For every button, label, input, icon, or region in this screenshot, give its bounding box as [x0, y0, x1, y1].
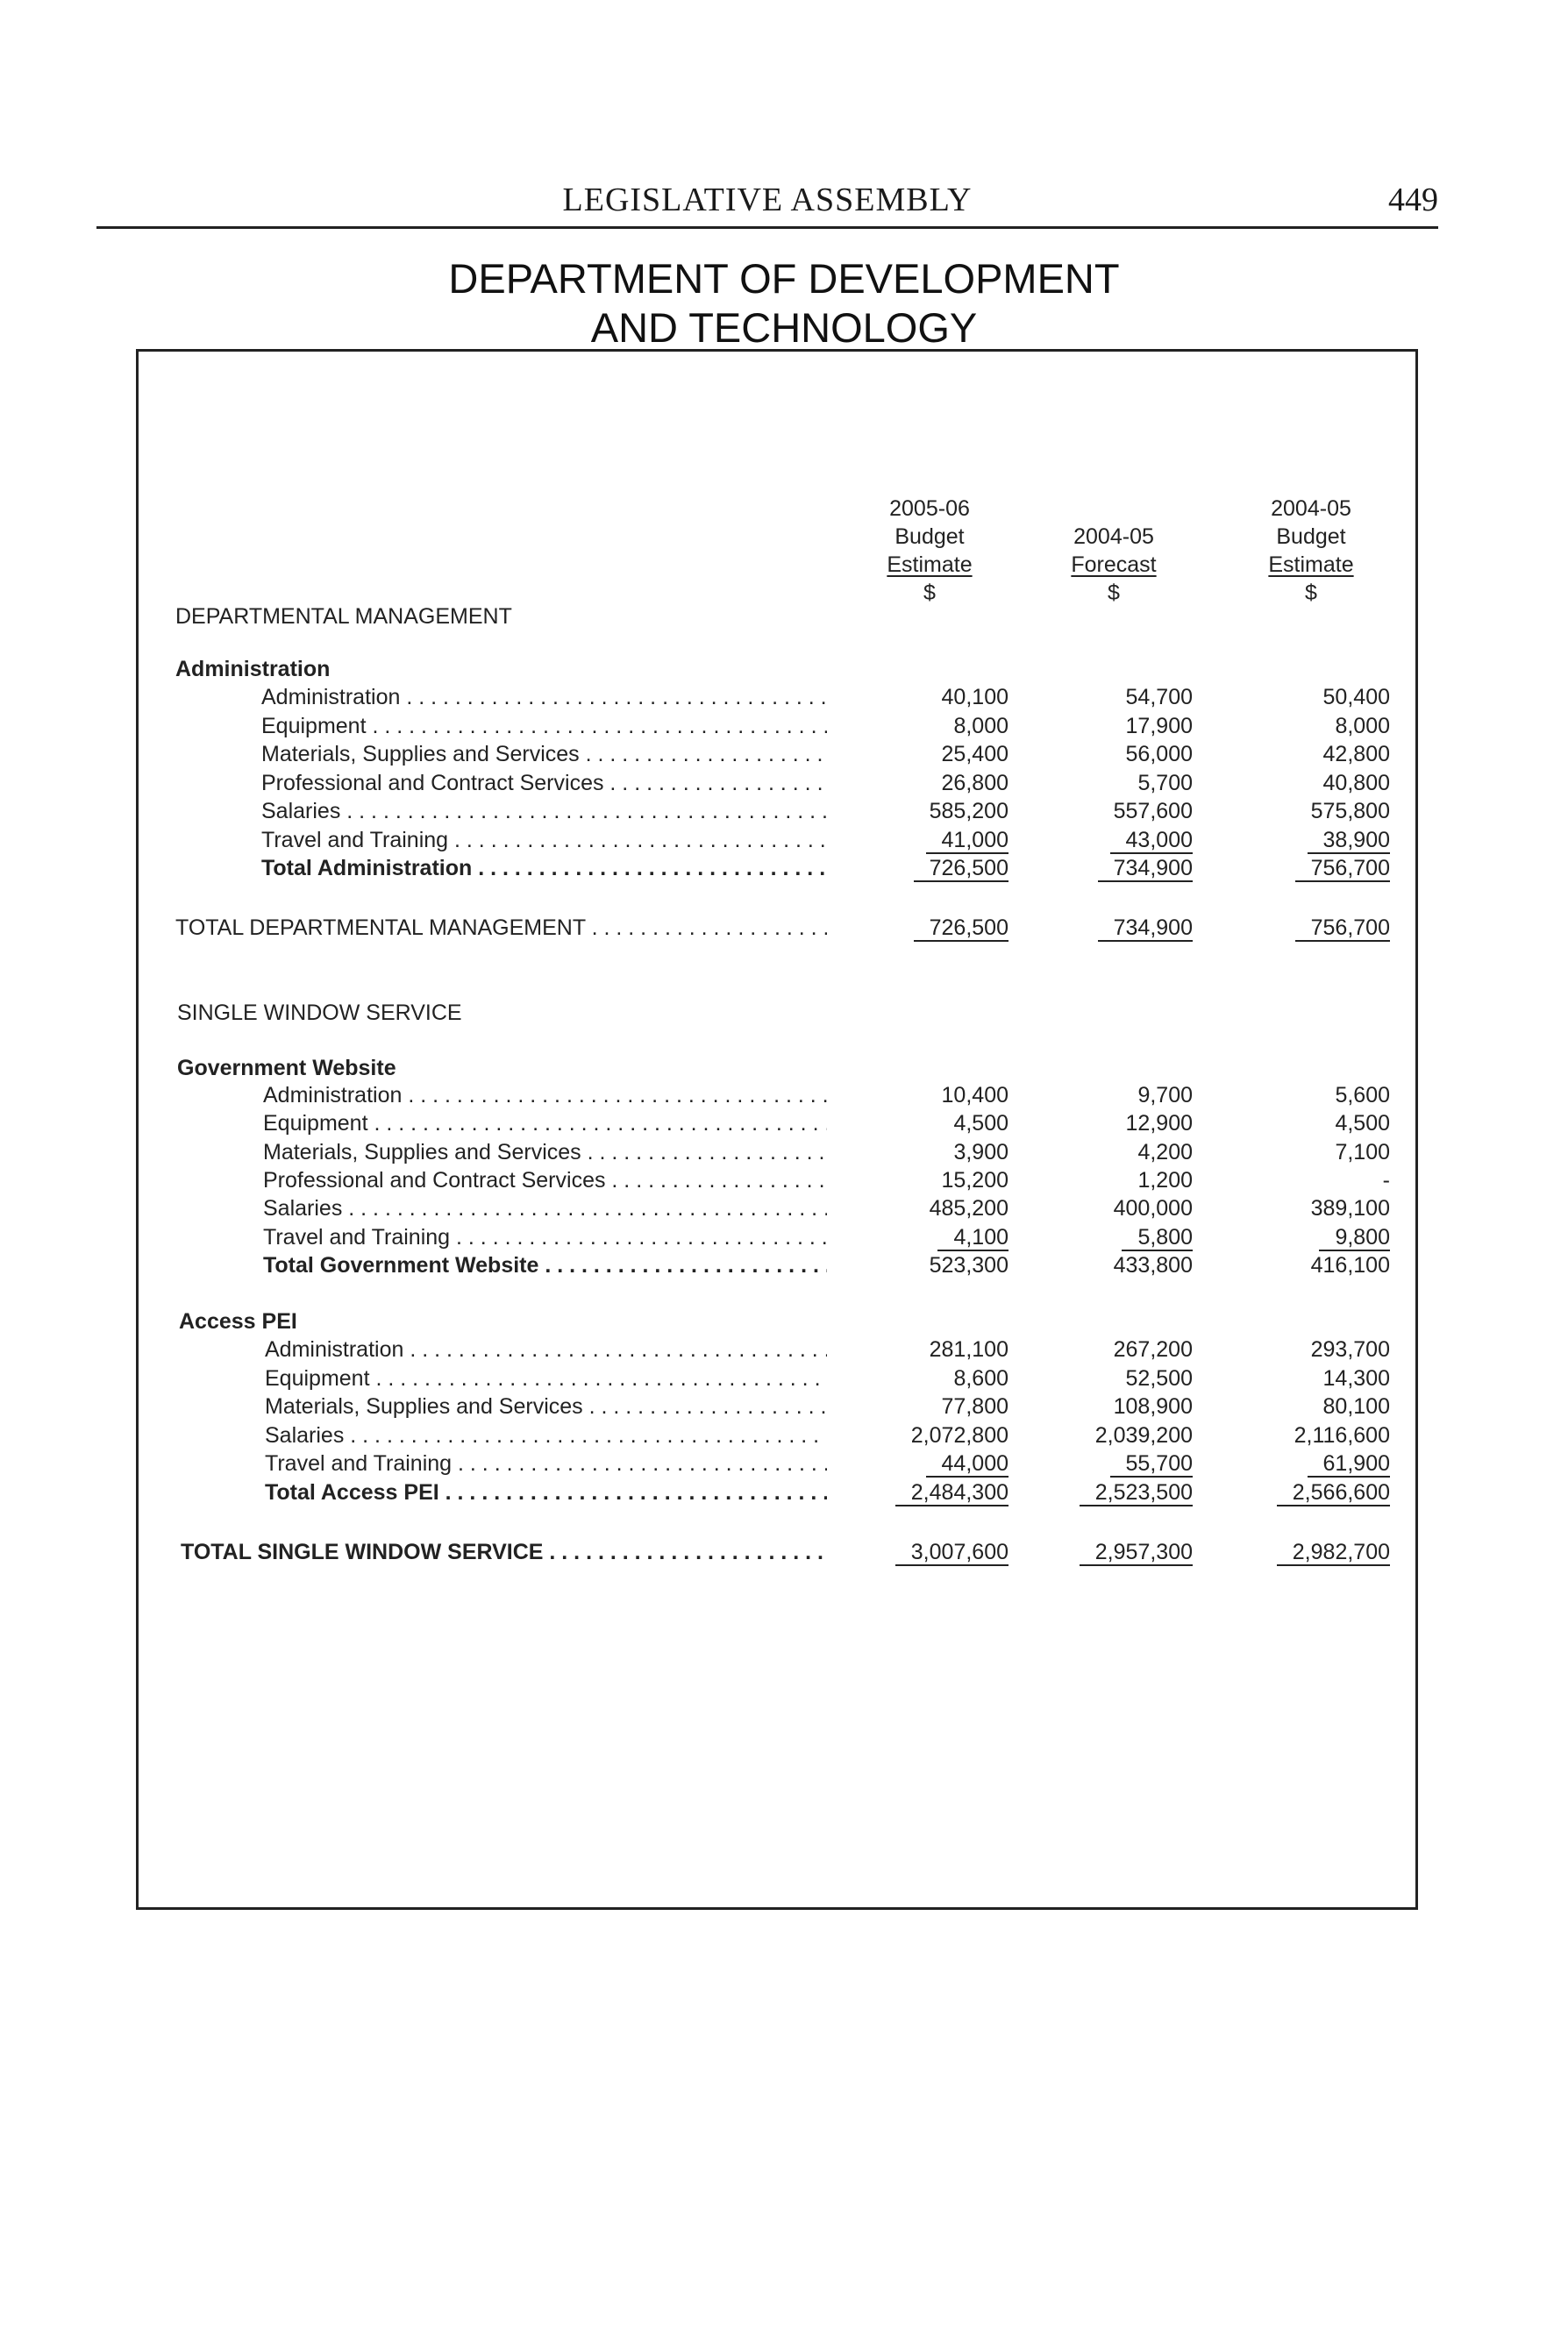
administration-total-col-2-value: 734,900 [1098, 856, 1193, 882]
administration-row-6-col-3-value: 38,900 [1308, 828, 1390, 854]
administration-row-1-col-1: 40,100 [941, 685, 1009, 709]
government-website-row-6-label: Travel and Training . . . [263, 1224, 827, 1250]
administration-row-3-col-1: 25,400 [941, 742, 1009, 766]
administration-total-col-2 [1017, 855, 1193, 882]
government-website-row-2-label: Equipment . . . [263, 1110, 827, 1136]
administration-row-4-label: Professional and Contract Services . . . [261, 770, 827, 796]
total-single-window-service-col-2-value: 2,957,300 [1080, 1540, 1193, 1566]
administration-row-6-col-2 [1017, 827, 1193, 854]
administration-total-label: Total Administration . . . [261, 855, 827, 881]
total-departmental-management-col-3 [1215, 915, 1390, 942]
column-2-header-l3: Forecast [1071, 552, 1157, 577]
government-website-row-4-col-2: 1,200 [1137, 1167, 1193, 1193]
access-pei-row-3-col-1: 77,800 [941, 1394, 1009, 1419]
total-departmental-management-label: TOTAL DEPARTMENTAL MANAGEMENT . . . [175, 915, 827, 941]
access-pei-row-4-col-2: 2,039,200 [1094, 1422, 1193, 1448]
administration-total-col-1 [833, 855, 1009, 882]
total-single-window-service-col-3-value: 2,982,700 [1277, 1540, 1390, 1566]
access-pei-total-col-3-value: 2,566,600 [1277, 1480, 1390, 1506]
administration-row-5-col-2: 557,600 [1113, 799, 1193, 823]
access-pei-row-5-label: Travel and Training . . . [265, 1450, 827, 1477]
access-pei-row-2-label: Equipment . . . [265, 1365, 827, 1392]
government-website-row-4-col-1: 15,200 [941, 1167, 1009, 1193]
administration-row-3-col-2: 56,000 [1125, 742, 1193, 766]
access-pei-row-3-col-3: 80,100 [1322, 1394, 1390, 1419]
page-number: 449 [1388, 182, 1438, 218]
government-website-row-6-col-3-value: 9,800 [1319, 1225, 1390, 1251]
column-1-header-l1: 2005-06 [889, 496, 970, 521]
access-pei-row-5-col-3 [1215, 1450, 1390, 1478]
government-website-row-3-label: Materials, Supplies and Services . . . [263, 1139, 827, 1165]
government-website-row-2-col-1: 4,500 [953, 1111, 1009, 1136]
column-1-header-l3: Estimate [887, 552, 973, 577]
administration-row-1-label: Administration . . . [261, 684, 827, 710]
total-single-window-service-col-1 [833, 1539, 1009, 1566]
total-departmental-management-col-1 [833, 915, 1009, 942]
administration-row-6-col-3 [1215, 827, 1390, 854]
government-website-row-1-col-2: 9,700 [1137, 1083, 1193, 1107]
access-pei-total-col-2 [1017, 1479, 1193, 1506]
government-website-row-3-col-2: 4,200 [1137, 1139, 1193, 1164]
access-pei-row-4-col-3: 2,116,600 [1294, 1422, 1390, 1448]
access-pei-total-col-1-value: 2,484,300 [895, 1480, 1009, 1506]
administration-row-2-col-2: 17,900 [1125, 713, 1193, 738]
government-website-total-col-2: 433,800 [1113, 1252, 1193, 1278]
government-website-total-label: Total Government Website . . . [263, 1252, 827, 1278]
government-website-row-4-label: Professional and Contract Services . . . [263, 1167, 827, 1193]
government-website-row-2-col-2: 12,900 [1125, 1111, 1193, 1136]
access-pei-row-1-col-2: 267,200 [1113, 1337, 1193, 1362]
administration-heading: Administration [175, 657, 331, 681]
government-website-row-3-col-1: 3,900 [953, 1139, 1009, 1164]
administration-row-5-col-1: 585,200 [929, 799, 1009, 823]
administration-row-3-col-3: 42,800 [1322, 742, 1390, 766]
access-pei-row-3-label: Materials, Supplies and Services . . . [265, 1393, 827, 1420]
column-3-header-l1: 2004-05 [1271, 496, 1351, 521]
administration-total-col-3-value: 756,700 [1295, 856, 1390, 882]
column-1-header-l2: Budget [894, 524, 965, 549]
administration-row-1-col-2: 54,700 [1125, 685, 1193, 709]
access-pei-row-5-col-2-value: 55,700 [1110, 1451, 1193, 1478]
government-website-row-5-col-1: 485,200 [929, 1196, 1009, 1221]
access-pei-row-4-col-1: 2,072,800 [910, 1422, 1009, 1448]
government-website-row-1-col-1: 10,400 [941, 1083, 1009, 1107]
total-departmental-management-col-2 [1017, 915, 1193, 942]
access-pei-row-4-label: Salaries . . . [265, 1422, 827, 1449]
administration-row-6-col-2-value: 43,000 [1110, 828, 1193, 854]
government-website-row-5-label: Salaries . . . [263, 1195, 827, 1221]
column-3-header-l3: Estimate [1268, 552, 1354, 577]
access-pei-total-col-2-value: 2,523,500 [1080, 1480, 1193, 1506]
column-3-header-l4: $ [1305, 580, 1317, 605]
government-website-row-5-col-3: 389,100 [1310, 1196, 1390, 1221]
total-departmental-management-col-2-value: 734,900 [1098, 915, 1193, 942]
total-single-window-service-col-3 [1215, 1539, 1390, 1566]
running-title: LEGISLATIVE ASSEMBLY [562, 182, 973, 218]
government-website-total-col-3: 416,100 [1310, 1252, 1390, 1278]
government-website-row-6-col-3 [1215, 1224, 1390, 1251]
access-pei-heading: Access PEI [179, 1309, 297, 1334]
government-website-heading: Government Website [177, 1056, 396, 1080]
access-pei-row-2-col-2: 52,500 [1125, 1365, 1193, 1391]
access-pei-row-1-col-3: 293,700 [1310, 1337, 1390, 1362]
access-pei-row-2-col-3: 14,300 [1322, 1365, 1390, 1391]
access-pei-row-5-col-1 [833, 1450, 1009, 1478]
administration-row-1-col-3: 50,400 [1322, 685, 1390, 709]
administration-row-4-col-3: 40,800 [1322, 770, 1390, 795]
administration-row-4-col-1: 26,800 [941, 770, 1009, 795]
section-title-departmental-management: DEPARTMENTAL MANAGEMENT [175, 604, 512, 629]
government-website-row-2-col-3: 4,500 [1335, 1111, 1390, 1136]
column-3-header-l2: Budget [1276, 524, 1346, 549]
access-pei-row-1-col-1: 281,100 [929, 1337, 1009, 1362]
department-title-line-1: DEPARTMENT OF DEVELOPMENT [448, 255, 1120, 302]
government-website-row-1-label: Administration . . . [263, 1082, 827, 1108]
section-title-single-window-service: SINGLE WINDOW SERVICE [177, 1001, 462, 1025]
access-pei-total-label: Total Access PEI . . . [265, 1479, 827, 1506]
administration-row-3-label: Materials, Supplies and Services . . . [261, 741, 827, 767]
administration-row-2-label: Equipment . . . [261, 713, 827, 739]
administration-row-6-col-1-value: 41,000 [926, 828, 1009, 854]
government-website-row-3-col-3: 7,100 [1335, 1139, 1390, 1164]
access-pei-row-5-col-3-value: 61,900 [1308, 1451, 1390, 1478]
administration-total-col-3 [1215, 855, 1390, 882]
total-single-window-service-col-1-value: 3,007,600 [895, 1540, 1009, 1566]
access-pei-row-2-col-1: 8,600 [953, 1365, 1009, 1391]
administration-row-6-label: Travel and Training . . . [261, 827, 827, 853]
government-website-row-6-col-1-value: 4,100 [937, 1225, 1009, 1251]
government-website-row-6-col-1 [833, 1224, 1009, 1251]
total-departmental-management-col-1-value: 726,500 [914, 915, 1009, 942]
access-pei-row-5-col-2 [1017, 1450, 1193, 1478]
column-2-header-l2: 2004-05 [1073, 524, 1154, 549]
government-website-row-6-col-2 [1017, 1224, 1193, 1251]
administration-row-6-col-1 [833, 827, 1009, 854]
administration-row-2-col-1: 8,000 [953, 713, 1009, 738]
department-title-line-2: AND TECHNOLOGY [590, 304, 978, 351]
government-website-total-col-1: 523,300 [929, 1252, 1009, 1278]
access-pei-total-col-1 [833, 1479, 1009, 1506]
column-1-header-l4: $ [923, 580, 936, 605]
government-website-row-5-col-2: 400,000 [1113, 1196, 1193, 1221]
access-pei-row-3-col-2: 108,900 [1113, 1394, 1193, 1419]
government-website-row-4-col-3: - [1382, 1167, 1390, 1193]
column-2-header-l4: $ [1108, 580, 1120, 605]
access-pei-row-5-col-1-value: 44,000 [926, 1451, 1009, 1478]
administration-row-5-label: Salaries . . . [261, 798, 827, 824]
administration-row-5-col-3: 575,800 [1310, 799, 1390, 823]
access-pei-total-col-3 [1215, 1479, 1390, 1506]
total-single-window-service-label: TOTAL SINGLE WINDOW SERVICE . . . [181, 1539, 827, 1565]
total-departmental-management-col-3-value: 756,700 [1295, 915, 1390, 942]
government-website-row-1-col-3: 5,600 [1335, 1083, 1390, 1107]
administration-row-2-col-3: 8,000 [1335, 713, 1390, 738]
government-website-row-6-col-2-value: 5,800 [1122, 1225, 1193, 1251]
access-pei-row-1-label: Administration . . . [265, 1336, 827, 1363]
administration-row-4-col-2: 5,700 [1137, 770, 1193, 795]
total-single-window-service-col-2 [1017, 1539, 1193, 1566]
administration-total-col-1-value: 726,500 [914, 856, 1009, 882]
